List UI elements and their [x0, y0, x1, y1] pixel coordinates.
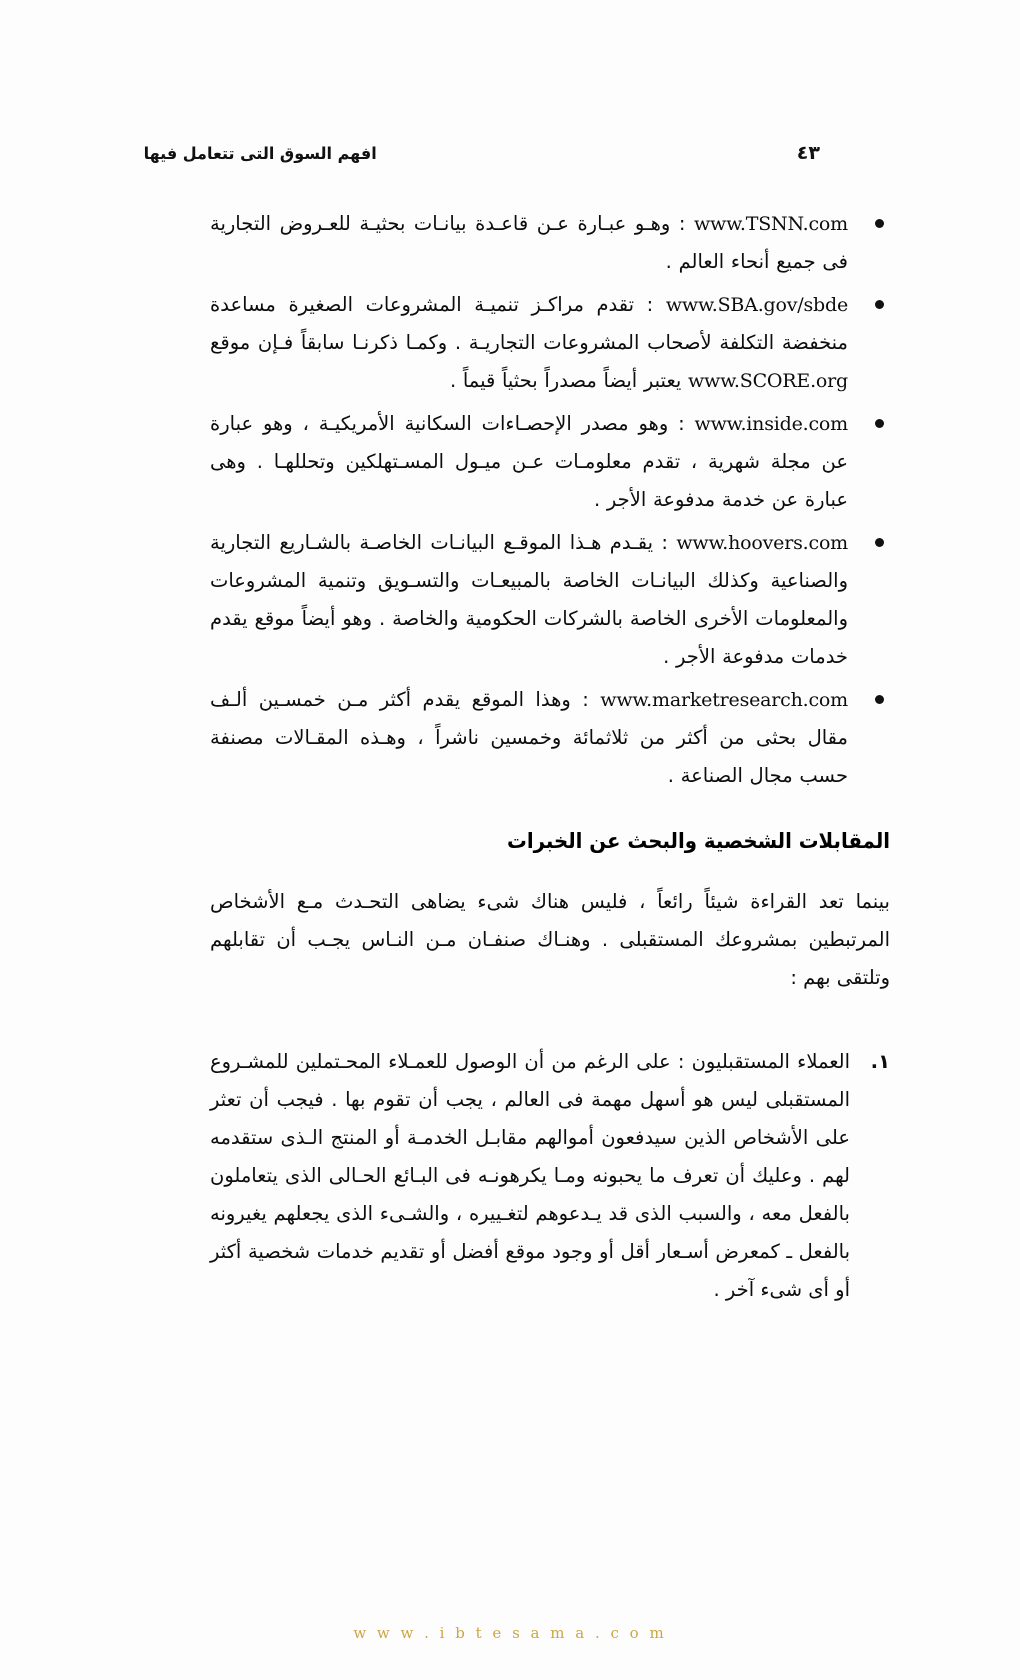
- bullet-dot-icon: [875, 538, 884, 547]
- section-heading: المقابلات الشخصية والبحث عن الخبرات: [507, 829, 890, 853]
- bullet-dot-icon: [875, 695, 884, 704]
- list-item: [210, 286, 890, 400]
- list-item-text: : وهـو عبـارة عـن قاعـدة بيانـات بحثيـة للعـروض التجارية فى جميع أنحاء العالم .: [210, 212, 848, 273]
- numbered-list: [210, 1043, 890, 1309]
- website-url[interactable]: www.hoovers.com: [676, 532, 848, 554]
- list-item: [210, 1043, 890, 1309]
- list-item: [210, 681, 890, 795]
- running-head-title: افهم السوق التى تتعامل فيها: [143, 143, 377, 163]
- list-item-number: ١.: [870, 1050, 890, 1073]
- list-item: [210, 405, 890, 519]
- footer-watermark: w w w . i b t e s a m a . c o m: [353, 1624, 667, 1642]
- list-item-text: : يقـدم هـذا الموقـع البيانـات الخاصـة بالشـاريع التجارية والصناعية وكذلك البيانـات الخاصة بالمبيعـات والتسـويق وتنمية المشروعات والمعلومات الأخرى الخاصة بالشركات الحكومية والخاصة . وهو أيضاً موقع يقدم خدمات مدفوعة الأجر .: [210, 531, 848, 668]
- list-item-text: : وهذا الموقع يقدم أكثر مـن خمسـين ألـف مقال بحثى من أكثر من ثلاثمائة وخمسين ناشراً ، وهـذه المقـالات مصنفة حسب مجال الصناعة .: [210, 688, 848, 787]
- list-item: [210, 205, 890, 281]
- running-head: [140, 138, 820, 168]
- website-url[interactable]: www.TSNN.com: [693, 213, 848, 235]
- page-number: ٤٣: [796, 142, 820, 164]
- website-resource-list: [210, 205, 890, 795]
- bullet-dot-icon: [875, 419, 884, 428]
- website-url[interactable]: www.marketresearch.com: [600, 689, 848, 711]
- website-url[interactable]: www.inside.com: [694, 413, 848, 435]
- intro-paragraph: بينما تعد القراءة شيئاً رائعاً ، فليس هناك شىء يضاهى التحـدث مـع الأشخاص المرتبطين بمشروعك المستقبلى . وهنـاك صنفـان مـن النـاس يجـب أن تقابلهم وتلتقى بهم :: [210, 890, 890, 989]
- website-url[interactable]: www.SBA.gov/sbde: [665, 294, 848, 316]
- list-item-text: : وهو مصدر الإحصـاءات السكانية الأمريكيـة ، وهو عبارة عن مجلة شهرية ، تقدم معلومـات عـن ميـول المسـتهلكين وتحللهـا . وهى عبارة عن خدمة مدفوعة الأجر .: [210, 412, 848, 511]
- list-item: [210, 524, 890, 676]
- list-item-text: : تقدم مراكـز تنميـة المشروعات الصغيرة مساعدة منخفضة التكلفة لأصحاب المشروعات التجاريـة . وكمـا ذكرنـا سابقاً فـإن موقع: [210, 293, 848, 354]
- website-url-secondary[interactable]: www.SCORE.org: [687, 370, 848, 392]
- list-item-text: العملاء المستقبليون : على الرغم من أن الوصول للعمـلاء المحـتملين للمشـروع المستقبلى ليس هو أسهل مهمة فى العالم ، يجب أن تقوم بها . فيجب أن تعثر على الأشخاص الذين سيدفعون أموالهم مقابـل الخدمـة أو المنتج الـذى ستقدمه لهم . وعليك أن تعرف ما يحبونه ومـا يكرهونـه فى البـائع الحـالى الذى يتعاملون بالفعل معه ، والسبب الذى قد يـدعوهم لتغـييره ، والشـىء الذى يجعلهم يغيرونه بالفعل ـ كمعرض أسـعار أقل أو وجود موقع أفضل أو تقديم خدمات شخصية أكثر أو أى شىء آخر .: [210, 1050, 850, 1301]
- bullet-dot-icon: [875, 300, 884, 309]
- bullet-dot-icon: [875, 219, 884, 228]
- main-text-column: [210, 205, 890, 1309]
- list-item-text-continued: يعتبر أيضاً مصدراً بحثياً قيماً .: [449, 369, 682, 392]
